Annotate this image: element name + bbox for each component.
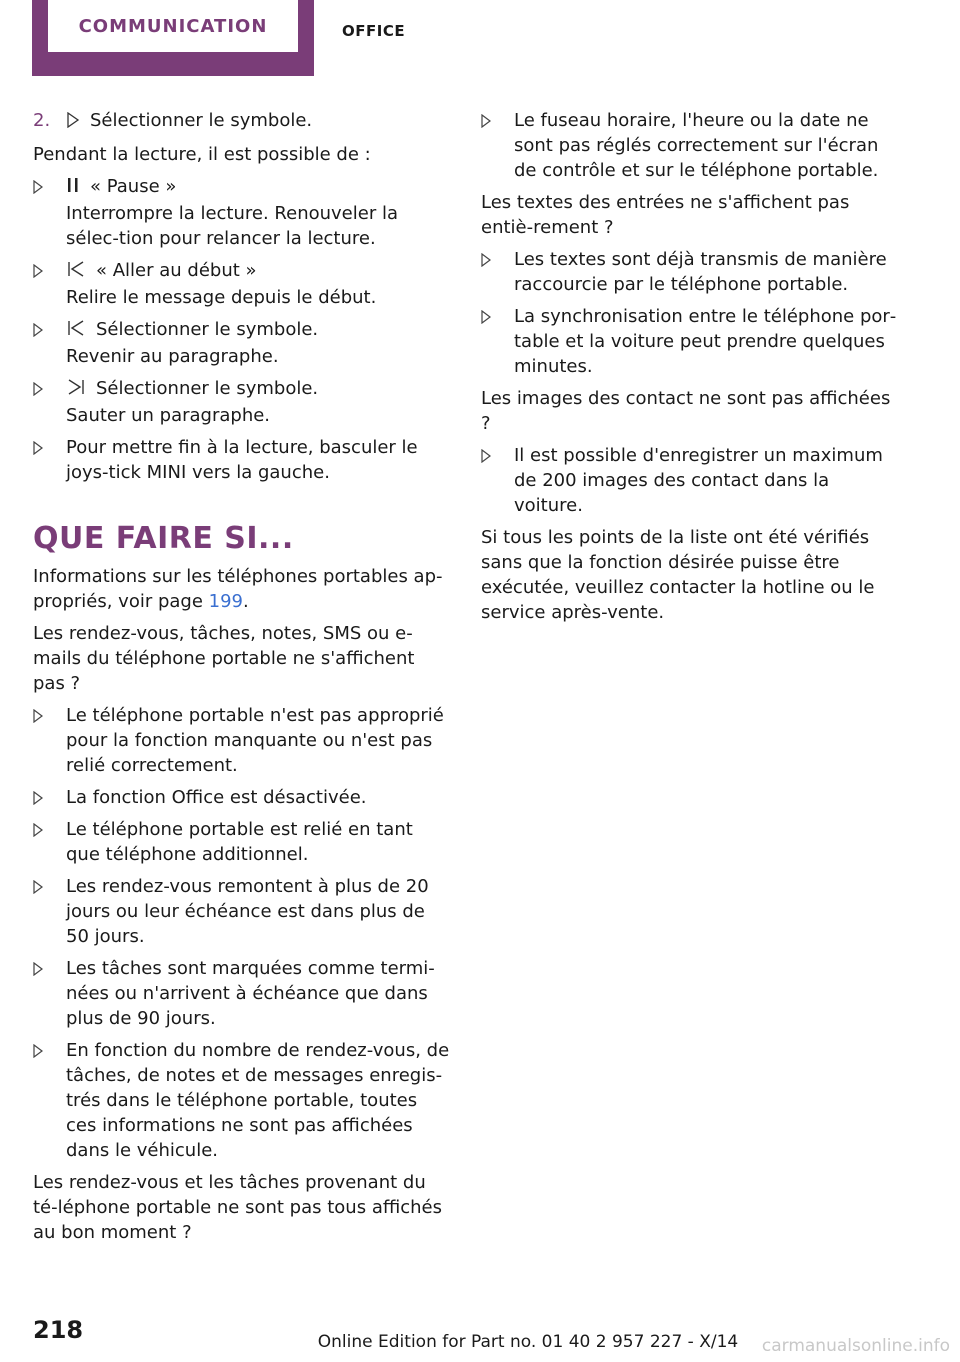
bullet-triangle-icon — [33, 382, 43, 396]
info-paragraph — [33, 564, 451, 614]
question-4: Les images des contact ne sont pas affichées ? — [481, 388, 891, 434]
pause-title: « Pause » — [90, 176, 177, 197]
page-link[interactable]: 199 — [208, 591, 243, 612]
bullet-triangle-icon — [33, 323, 43, 337]
skip-start-title: « Aller au début » — [96, 260, 257, 281]
list-item — [481, 108, 901, 183]
bullet-triangle-icon — [481, 114, 491, 128]
watermark: carmanualsonline.info — [761, 1336, 950, 1356]
answer-text: Le téléphone portable n'est pas approprié pour la fonction manquante ou n'est pas relié correctement. — [66, 705, 444, 776]
list-item — [481, 443, 901, 518]
question-3: Les textes des entrées ne s'affichent pas entiè‐rement ? — [481, 192, 850, 238]
next-paragraph-title: Sélectionner le symbole. — [96, 378, 319, 399]
tab-office: OFFICE — [342, 22, 406, 40]
bullet-triangle-icon — [33, 180, 43, 194]
list-item — [33, 258, 451, 310]
bullet-triangle-icon — [33, 791, 43, 805]
list-item — [33, 174, 451, 251]
skip-to-start-icon — [66, 260, 86, 285]
answer-text: La fonction Office est désactivée. — [66, 787, 367, 808]
previous-paragraph-icon — [66, 319, 86, 344]
answer-text: Les tâches sont marquées comme termi‐nées ou n'arrivent à échéance que dans plus de 90 jours. — [66, 958, 435, 1029]
bullet-triangle-icon — [33, 1044, 43, 1058]
answer-text: En fonction du nombre de rendez-vous, de tâches, de notes et de messages enregis‐trés dans le téléphone portable, toutes ces informations ne sont pas affichées dans le véhicule. — [66, 1040, 450, 1161]
list-item — [33, 1038, 451, 1163]
prev-paragraph-desc: Revenir au paragraphe. — [66, 346, 279, 367]
closing-paragraph: Si tous les points de la liste ont été vérifiés sans que la fonction désirée puisse être exécutée, veuillez contacter la hotline ou le service après-vente. — [481, 527, 875, 623]
step-number: 2. — [33, 110, 51, 131]
info-text: Informations sur les téléphones portables ap‐propriés, voir page — [33, 566, 443, 612]
list-item — [481, 304, 901, 379]
bullet-triangle-icon — [33, 441, 43, 455]
answer-text: Le fuseau horaire, l'heure ou la date ne sont pas réglés correctement sur l'écran de contrôle et sur le téléphone portable. — [514, 110, 879, 181]
playback-intro: Pendant la lecture, il est possible de : — [33, 144, 371, 165]
edition-footer: Online Edition for Part no. 01 40 2 957 227 - X/14 — [317, 1332, 739, 1352]
list-item — [33, 956, 451, 1031]
next-paragraph-desc: Sauter un paragraphe. — [66, 405, 271, 426]
end-playback-text: Pour mettre fin à la lecture, basculer le joys‐tick MINI vers la gauche. — [66, 437, 418, 483]
list-item — [33, 874, 451, 949]
next-paragraph-icon — [66, 378, 86, 403]
answer-text: Il est possible d'enregistrer un maximum de 200 images des contact dans la voiture. — [514, 445, 883, 516]
question-2: Les rendez-vous et les tâches provenant du té‐léphone portable ne sont pas tous affichés au bon moment ? — [33, 1172, 443, 1243]
pause-desc: Interrompre la lecture. Renouveler la sélec‐tion pour relancer la lecture. — [66, 203, 398, 249]
list-item — [33, 376, 451, 428]
answer-text: Le téléphone portable est relié en tant que téléphone additionnel. — [66, 819, 413, 865]
bullet-triangle-icon — [33, 962, 43, 976]
section-heading: QUE FAIRE SI... — [33, 521, 294, 556]
right-column — [481, 108, 901, 632]
bullet-triangle-icon — [481, 449, 491, 463]
bullet-triangle-icon — [33, 709, 43, 723]
bullet-triangle-icon — [33, 264, 43, 278]
skip-start-desc: Relire le message depuis le début. — [66, 287, 377, 308]
prev-paragraph-title: Sélectionner le symbole. — [96, 319, 319, 340]
list-item — [33, 817, 451, 867]
list-item — [33, 703, 451, 778]
step-2 — [33, 108, 451, 135]
list-item — [33, 317, 451, 369]
step-text: Sélectionner le symbole. — [90, 110, 313, 131]
bullet-triangle-icon — [481, 310, 491, 324]
question-1: Les rendez-vous, tâches, notes, SMS ou e-mails du téléphone portable ne s'affichent pas ? — [33, 623, 415, 694]
bullet-triangle-icon — [33, 823, 43, 837]
play-triangle-icon — [66, 110, 80, 135]
pause-icon — [66, 176, 80, 201]
answer-text: La synchronisation entre le téléphone por‐table et la voiture peut prendre quelques minutes. — [514, 306, 897, 377]
tab-communication-label: COMMUNICATION — [48, 0, 298, 52]
info-suffix: . — [243, 591, 249, 612]
left-column — [33, 108, 451, 1252]
tab-communication — [32, 0, 314, 76]
answer-text: Les rendez-vous remontent à plus de 20 jours ou leur échéance est dans plus de 50 jours. — [66, 876, 429, 947]
list-item — [33, 785, 451, 810]
answer-text: Les textes sont déjà transmis de manière raccourcie par le téléphone portable. — [514, 249, 887, 295]
list-item — [481, 247, 901, 297]
list-item — [33, 435, 451, 485]
bullet-triangle-icon — [33, 880, 43, 894]
bullet-triangle-icon — [481, 253, 491, 267]
page-number: 218 — [33, 1316, 84, 1344]
